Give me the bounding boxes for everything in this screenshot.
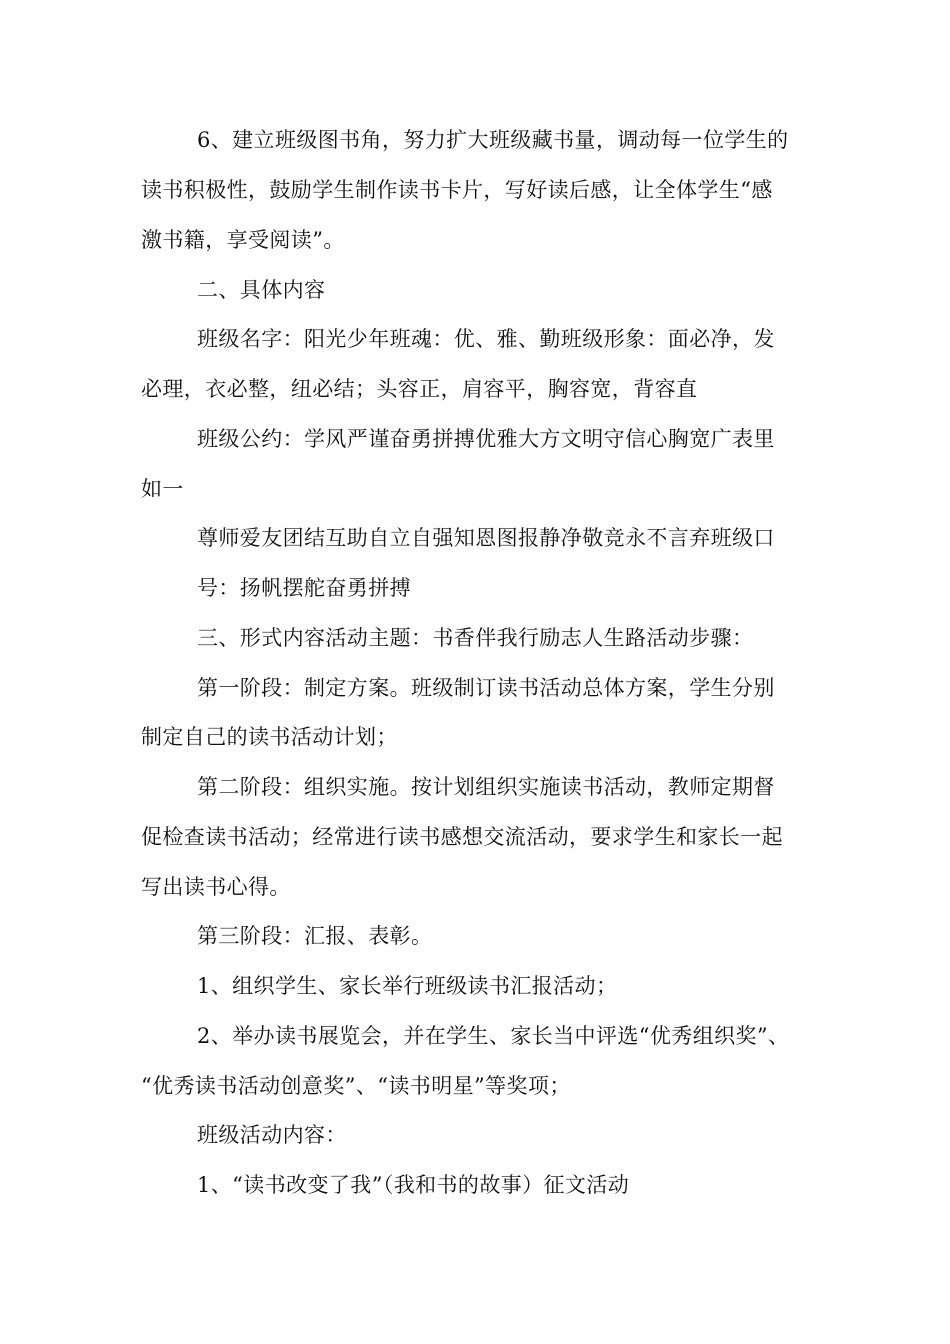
text-line: 第一阶段：制定方案。班级制订读书活动总体方案，学生分别 <box>197 676 775 700</box>
text-line: 如一 <box>141 477 184 501</box>
list-item: 2、举办读书展览会，并在学生、家长当中评选“优秀组织奖”、 <box>197 1024 790 1048</box>
text-line: 读书积极性，鼓励学生制作读书卡片，写好读后感，让全体学生“感 <box>141 178 773 202</box>
text-line: 写出读书心得。 <box>141 875 291 899</box>
text-line: 班级公约：学风严谨奋勇拼搏优雅大方文明守信心胸宽广表里 <box>197 427 775 451</box>
text-line: 第三阶段：汇报、表彰。 <box>197 924 433 948</box>
text-line: 号：扬帆摆舵奋勇拼搏 <box>197 576 411 600</box>
list-item: 1、组织学生、家长举行班级读书汇报活动； <box>197 974 618 998</box>
section-heading: 二、具体内容 <box>197 278 326 302</box>
text-line: 必理，衣必整，纽必结；头容正，肩容平，胸容宽，背容直 <box>141 377 698 401</box>
text-line: 制定自己的读书活动计划； <box>141 725 398 749</box>
text-line: 激书籍，享受阅读”。 <box>141 228 345 252</box>
text-line: 尊师爱友团结互助自立自强知恩图报静净敬竞永不言弃班级口 <box>197 526 775 550</box>
text-line: 班级活动内容： <box>197 1123 347 1147</box>
list-item: 1、“读书改变了我”（我和书的故事）征文活动 <box>197 1173 630 1197</box>
text-line: 第二阶段：组织实施。按计划组织实施读书活动，教师定期督 <box>197 775 775 799</box>
text-line: 促检查读书活动；经常进行读书感想交流活动，要求学生和家长一起 <box>141 825 783 849</box>
section-heading: 三、形式内容活动主题：书香伴我行励志人生路活动步骤： <box>197 626 754 650</box>
text-line: 6、建立班级图书角，努力扩大班级藏书量，调动每一位学生的 <box>197 128 789 152</box>
text-line: 班级名字：阳光少年班魂：优、雅、勤班级形象：面必净，发 <box>197 327 775 351</box>
text-line: “优秀读书活动创意奖”、“读书明星”等奖项； <box>141 1074 571 1098</box>
